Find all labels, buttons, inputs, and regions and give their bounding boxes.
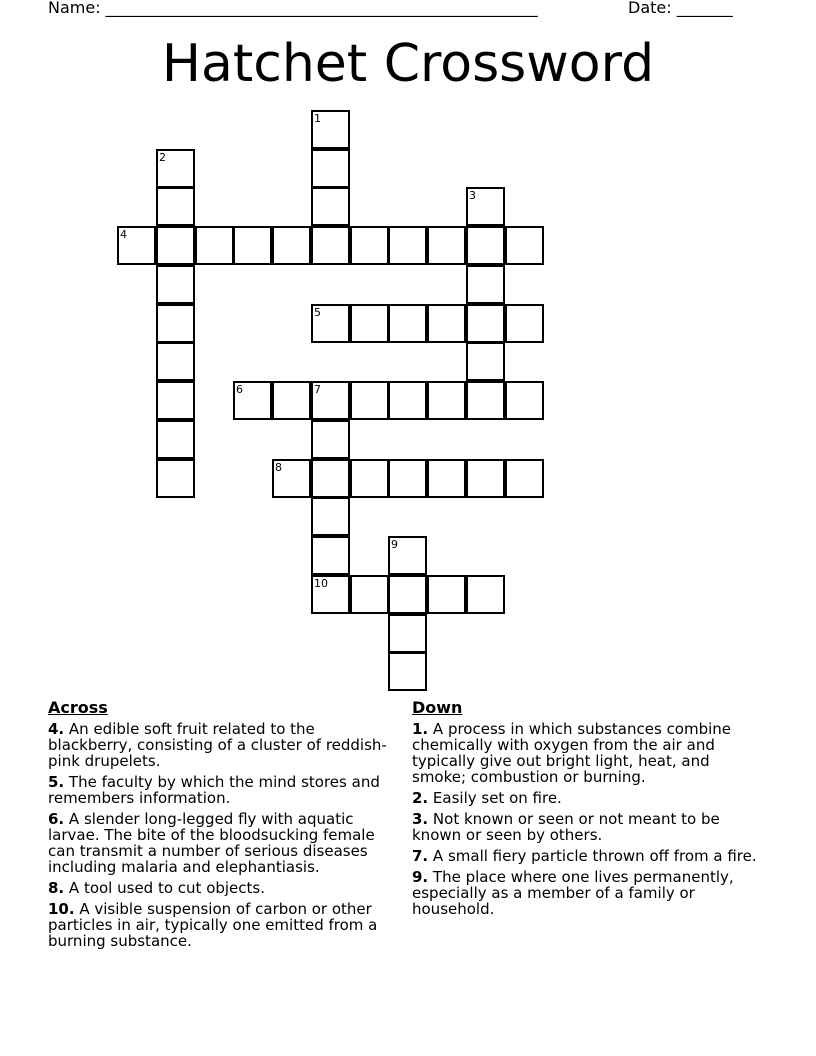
grid-cell[interactable] [388, 536, 427, 575]
grid-cell[interactable] [466, 459, 505, 498]
clue-text: A small fiery particle thrown off from a fire. [432, 847, 757, 865]
clue-item [48, 774, 400, 806]
grid-cell[interactable] [505, 304, 544, 343]
clue-number: 2. [412, 789, 429, 807]
clue-text: An edible soft fruit related to the blackberry, consisting of a cluster of reddish-pink drupelets. [48, 720, 387, 770]
grid-cell[interactable] [427, 459, 466, 498]
clue-text: Easily set on fire. [432, 789, 562, 807]
clue-number: 4 [120, 228, 127, 241]
grid-cell[interactable] [156, 381, 195, 420]
clue-text: Not known or seen or not meant to be known or seen by others. [412, 810, 720, 844]
clue-number: 10 [314, 577, 328, 590]
clue-text: The place where one lives permanently, especially as a member of a family or household. [412, 868, 734, 918]
clue-text: A visible suspension of carbon or other particles in air, typically one emitted from a burning substance. [48, 900, 378, 950]
grid-cell[interactable] [156, 149, 195, 188]
grid-cell[interactable] [350, 304, 389, 343]
grid-cell[interactable] [388, 652, 427, 691]
grid-cell[interactable] [350, 226, 389, 265]
grid-cell[interactable] [311, 110, 350, 149]
clue-item [48, 880, 400, 896]
down-clues [412, 699, 768, 922]
grid-cell[interactable] [427, 381, 466, 420]
grid-cell[interactable] [388, 614, 427, 653]
clue-item [412, 790, 768, 806]
clue-number: 1 [314, 112, 321, 125]
grid-cell[interactable] [195, 226, 234, 265]
grid-cell[interactable] [505, 226, 544, 265]
clue-item [48, 721, 400, 769]
clue-item [412, 869, 768, 917]
clue-item [48, 811, 400, 875]
name-field[interactable]: Name: ______________________________________________________ [48, 0, 538, 17]
grid-cell[interactable] [466, 265, 505, 304]
grid-cell[interactable] [233, 226, 272, 265]
grid-cell[interactable] [272, 381, 311, 420]
grid-cell[interactable] [350, 459, 389, 498]
grid-cell[interactable] [156, 187, 195, 226]
clue-number: 6. [48, 810, 65, 828]
down-heading: Down [412, 698, 463, 717]
clue-item [412, 811, 768, 843]
clue-number: 2 [159, 151, 166, 164]
clue-number: 3. [412, 810, 429, 828]
clue-number: 4. [48, 720, 65, 738]
grid-cell[interactable] [156, 420, 195, 459]
grid-cell[interactable] [311, 459, 350, 498]
clue-number: 6 [236, 383, 243, 396]
grid-cell[interactable] [350, 575, 389, 614]
clue-text: A slender long-legged fly with aquatic larvae. The bite of the bloodsucking female can transmit a number of serious diseases including malaria and elephantiasis. [48, 810, 375, 876]
grid-cell[interactable] [272, 459, 311, 498]
grid-cell[interactable] [388, 381, 427, 420]
grid-cell[interactable] [505, 459, 544, 498]
clue-number: 8 [275, 461, 282, 474]
grid-cell[interactable] [311, 575, 350, 614]
grid-cell[interactable] [466, 226, 505, 265]
grid-cell[interactable] [466, 381, 505, 420]
clue-item [48, 901, 400, 949]
grid-cell[interactable] [427, 226, 466, 265]
grid-cell[interactable] [156, 304, 195, 343]
clue-item [412, 721, 768, 785]
grid-cell[interactable] [388, 226, 427, 265]
across-heading: Across [48, 698, 108, 717]
grid-cell[interactable] [466, 304, 505, 343]
clue-text: A tool used to cut objects. [68, 879, 265, 897]
clue-number: 7. [412, 847, 429, 865]
grid-cell[interactable] [350, 381, 389, 420]
grid-cell[interactable] [388, 459, 427, 498]
grid-cell[interactable] [388, 575, 427, 614]
grid-cell[interactable] [311, 420, 350, 459]
grid-cell[interactable] [156, 226, 195, 265]
grid-cell[interactable] [156, 342, 195, 381]
clue-number: 3 [469, 189, 476, 202]
clue-number: 9 [391, 538, 398, 551]
grid-cell[interactable] [466, 342, 505, 381]
grid-cell[interactable] [272, 226, 311, 265]
clue-number: 10. [48, 900, 75, 918]
page-title: Hatchet Crossword [161, 34, 655, 94]
clue-number: 5 [314, 306, 321, 319]
grid-cell[interactable] [466, 575, 505, 614]
grid-cell[interactable] [505, 381, 544, 420]
grid-cell[interactable] [427, 575, 466, 614]
grid-cell[interactable] [388, 304, 427, 343]
grid-cell[interactable] [156, 265, 195, 304]
grid-cell[interactable] [233, 381, 272, 420]
clue-number: 8. [48, 879, 65, 897]
grid-cell[interactable] [311, 381, 350, 420]
clue-text: A process in which substances combine chemically with oxygen from the air and typically give out bright light, heat, and smoke; combustion or burning. [412, 720, 732, 786]
clue-number: 5. [48, 773, 65, 791]
clue-item [412, 848, 768, 864]
grid-cell[interactable] [466, 187, 505, 226]
clue-number: 9. [412, 868, 429, 886]
grid-cell[interactable] [156, 459, 195, 498]
date-field[interactable]: Date: _______ [628, 0, 733, 17]
clue-text: The faculty by which the mind stores and remembers information. [48, 773, 380, 807]
grid-cell[interactable] [311, 497, 350, 536]
grid-cell[interactable] [311, 149, 350, 188]
grid-cell[interactable] [311, 187, 350, 226]
grid-cell[interactable] [117, 226, 156, 265]
clue-number: 7 [314, 383, 321, 396]
clue-number: 1. [412, 720, 429, 738]
grid-cell[interactable] [311, 536, 350, 575]
across-clues [48, 699, 400, 954]
grid-cell[interactable] [311, 226, 350, 265]
grid-cell[interactable] [427, 304, 466, 343]
grid-cell[interactable] [311, 304, 350, 343]
